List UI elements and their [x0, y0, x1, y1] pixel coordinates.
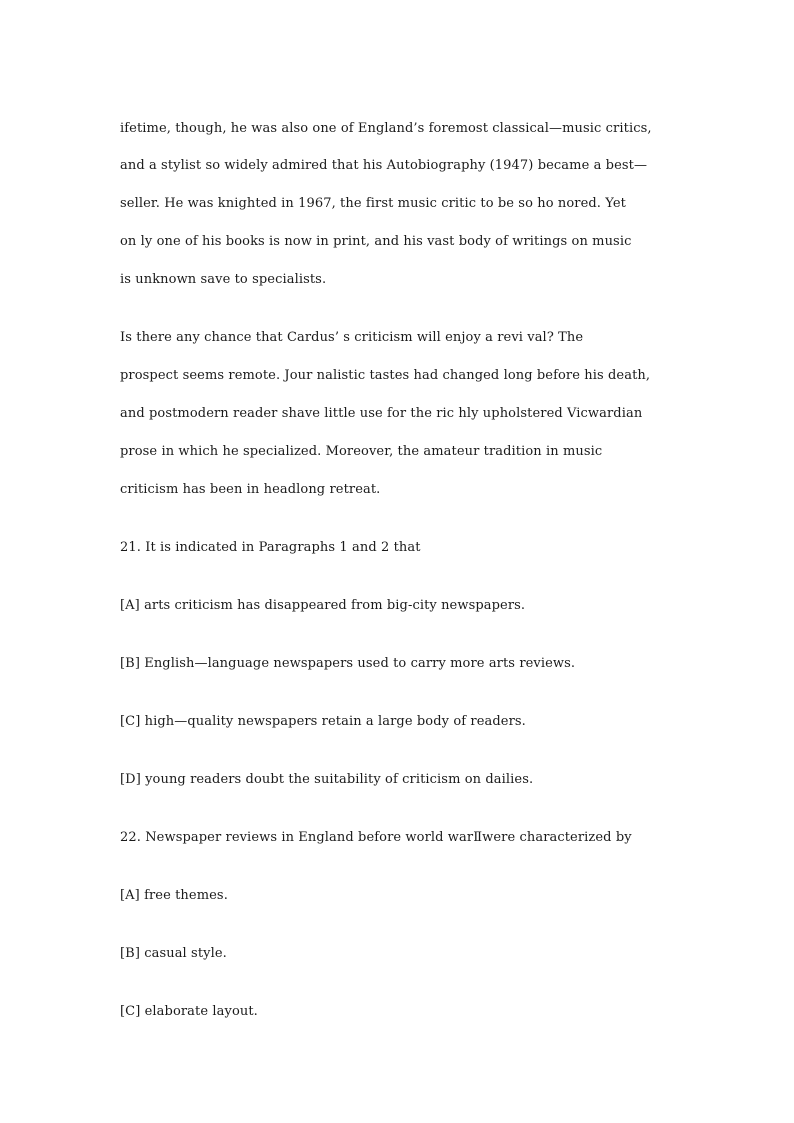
- question-22-option-c: [C] elaborate layout.: [120, 1004, 258, 1019]
- question-21-option-d: [D] young readers doubt the suitability of criticism on dailies.: [120, 772, 534, 787]
- paragraph-2-line-4: prose in which he specialized. Moreover, the amateur tradition in music: [120, 444, 603, 459]
- paragraph-1-line-3: seller. He was knighted in 1967, the first music critic to be so ho nored. Yet: [120, 196, 626, 211]
- paragraph-2-line-1: Is there any chance that Cardus’ s criticism will enjoy a revi val? The: [120, 330, 584, 345]
- paragraph-2-line-2: prospect seems remote. Jour nalistic tastes had changed long before his death,: [120, 368, 651, 383]
- paragraph-1-line-5: is unknown save to specialists.: [120, 272, 327, 287]
- question-22-option-b: [B] casual style.: [120, 946, 227, 961]
- question-21-option-c: [C] high—quality newspapers retain a large body of readers.: [120, 714, 526, 729]
- paragraph-1-line-2: and a stylist so widely admired that his Autobiography (1947) became a best—: [120, 158, 648, 173]
- paragraph-1-line-4: on ly one of his books is now in print, and his vast body of writings on music: [120, 234, 632, 249]
- question-21-option-b: [B] English—language newspapers used to carry more arts reviews.: [120, 656, 576, 671]
- question-21-stem: 21. It is indicated in Paragraphs 1 and 2 that: [120, 540, 421, 555]
- question-22-stem: 22. Newspaper reviews in England before world warⅡwere characterized by: [120, 830, 632, 845]
- paragraph-1-line-1: ifetime, though, he was also one of England’s foremost classical—music critics,: [120, 121, 652, 136]
- question-21-option-a: [A] arts criticism has disappeared from big-city newspapers.: [120, 598, 526, 613]
- paragraph-2-line-3: and postmodern reader shave little use for the ric hly upholstered Vicwardian: [120, 406, 643, 421]
- paragraph-2-line-5: criticism has been in headlong retreat.: [120, 482, 381, 497]
- question-22-option-a: [A] free themes.: [120, 888, 228, 903]
